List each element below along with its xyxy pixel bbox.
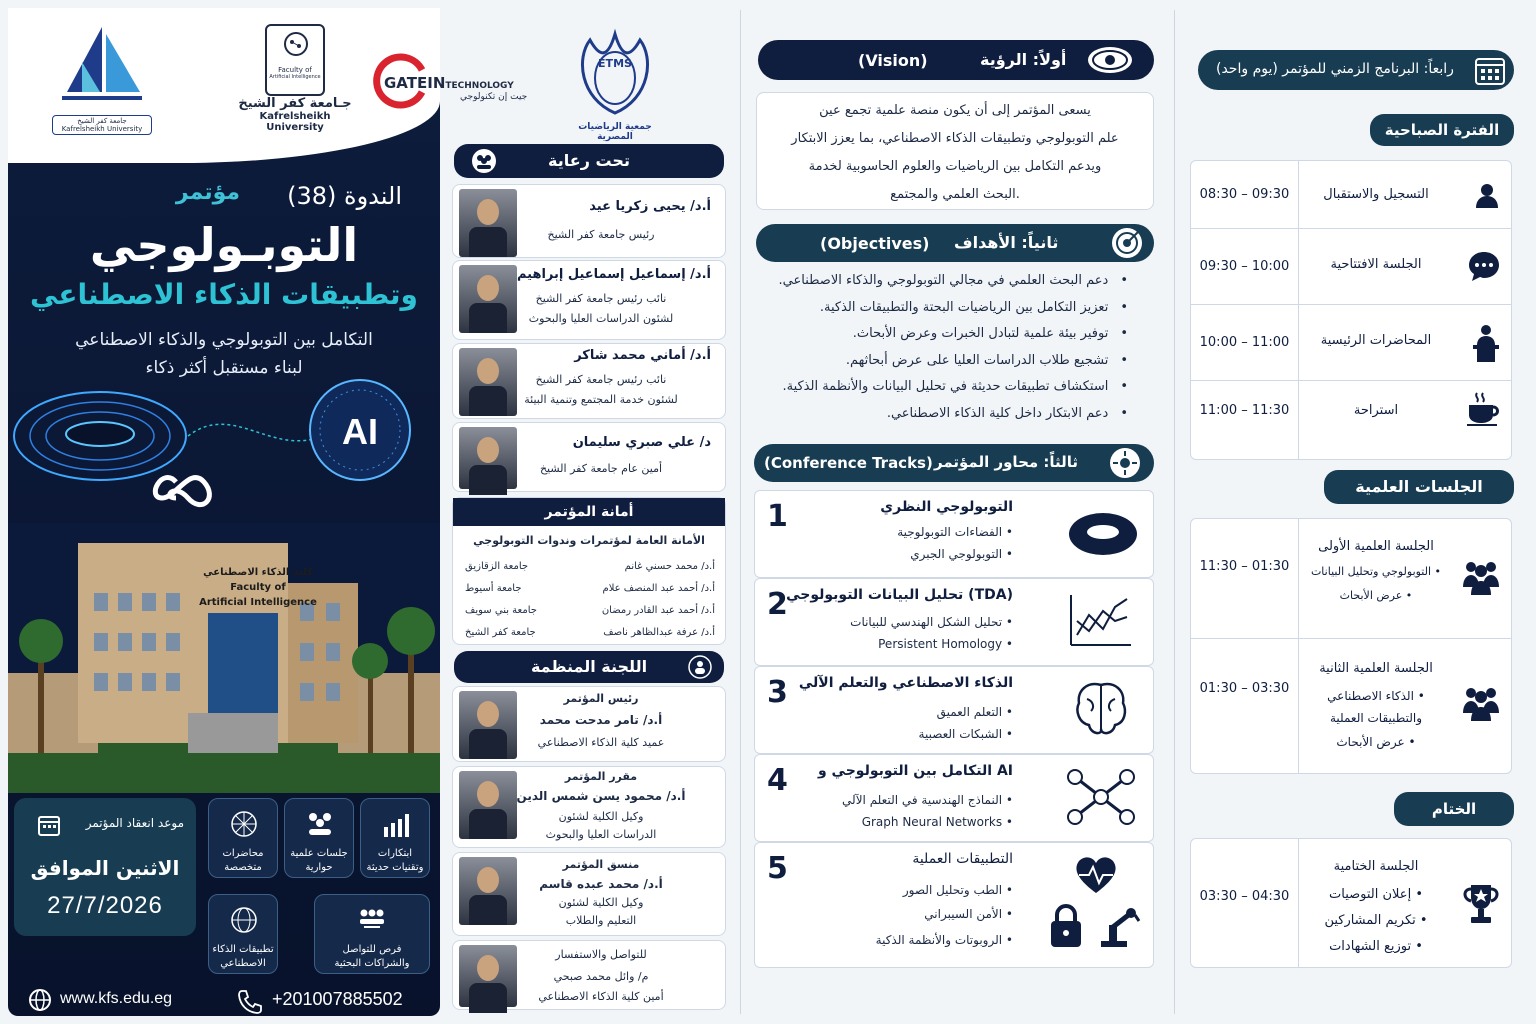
- secretariat-row: [453, 556, 727, 578]
- feature-ai-apps: [208, 894, 278, 974]
- schedule-time: 08:30 – 09:30: [1191, 161, 1299, 228]
- schedule-row: [1191, 305, 1511, 381]
- schedule-bullet-text: عرض الأبحاث: [1336, 735, 1405, 749]
- track-title: التطبيقات العملية: [912, 851, 1013, 867]
- tracks-header-en: (Conference Tracks): [764, 454, 933, 472]
- track-bullet: الفضاءات التوبولوجية •: [897, 525, 1013, 539]
- torus-ai-graphic: [8, 378, 440, 518]
- schedule-bullet: الذكاء الاصطناعي •: [1327, 689, 1425, 703]
- sphere-net-icon: [229, 905, 259, 935]
- committee-position-3: منسق المؤتمر: [562, 858, 640, 871]
- date-box: [14, 798, 196, 936]
- date-value: 27/7/2026: [47, 892, 163, 919]
- schedule-bullet-text: التوبولوجي وتحليل البيانات: [1310, 565, 1432, 578]
- committee-role-2b: الدراسات العليا والبحوث: [545, 828, 657, 841]
- track-title: الذكاء الاصطناعي والتعلم الآلي: [798, 675, 1013, 691]
- schedule-bullet-text: عرض الأبحاث: [1339, 589, 1403, 602]
- feature-1-line1: ابتكارات: [377, 848, 413, 859]
- track-card-1: [754, 490, 1154, 578]
- schedule-row: [1191, 161, 1511, 229]
- faculty-sub: Artificial Intelligence: [269, 74, 321, 80]
- vision-header: [758, 40, 1154, 80]
- committee-header: [454, 651, 724, 683]
- graph-network-icon: [1065, 769, 1137, 825]
- secretariat-name: أ.د/ عرفة عبدالظاهر ناصف: [603, 627, 715, 638]
- feature-sessions: [284, 798, 354, 878]
- track-title: تحليل البيانات التوبولوجي (TDA): [786, 587, 1013, 603]
- feature-5-line1: تطبيقات الذكاء: [212, 944, 274, 955]
- secretariat-row: [453, 600, 727, 622]
- vision-card: [756, 92, 1154, 210]
- morning-phase-label: الفترة الصباحية: [1370, 114, 1514, 146]
- column-divider: [740, 10, 741, 1014]
- closing-table: [1190, 838, 1512, 968]
- objectives-header-en: (Objectives): [820, 234, 930, 253]
- schedule-bullet: توزيع الشهادات •: [1329, 939, 1423, 954]
- tracks-header-label: ثالثاً: محاور المؤتمر: [934, 453, 1079, 471]
- patron-role-2a: نائب رئيس جامعة كفر الشيخ: [535, 292, 667, 305]
- track-bullet: النماذج الهندسية في التعلم الآلي •: [842, 793, 1013, 807]
- etms-name: جمعية الرياضيات المصرية: [578, 122, 652, 142]
- faculty-logo-mark: [265, 24, 325, 96]
- secretariat-university: جامعة أسيوط: [465, 583, 522, 594]
- schedule-row: [1191, 229, 1511, 305]
- feature-innovations: [360, 798, 430, 878]
- main-title: التوبـولوجي: [89, 218, 359, 272]
- bar-chart-icon: [381, 809, 411, 839]
- technology-word: TECHNOLOGY: [445, 81, 514, 91]
- patronage-header: [454, 144, 724, 178]
- group-icon: [470, 148, 498, 174]
- logo-band: [8, 8, 528, 163]
- calendar-icon: [1474, 54, 1506, 86]
- committee-card-4: [452, 940, 726, 1010]
- secretariat-header: أمانة المؤتمر: [453, 498, 725, 526]
- feature-2-line2: حوارية: [305, 862, 333, 873]
- objective-item: • تشجيع طلاب الدراسات العليا على عرض أبحاثهم.: [756, 348, 1128, 375]
- robot-arm-icon: [1097, 905, 1141, 949]
- tagline-1: التكامل بين التوبولوجي والذكاء الاصطناعي: [75, 330, 373, 350]
- building-sign-en-1: Faculty of: [230, 582, 286, 593]
- building-sign-en-2: Artificial Intelligence: [199, 597, 317, 608]
- globe-icon: [28, 988, 52, 1012]
- date-label: موعد انعقاد المؤتمر: [85, 816, 184, 830]
- coffee-cup-icon: [1465, 391, 1501, 427]
- schedule-bullet: عرض الأبحاث •: [1339, 589, 1413, 602]
- feature-lectures: [208, 798, 278, 878]
- schedule-row: [1191, 519, 1511, 639]
- track-title: التكامل بين التوبولوجي و AI: [817, 763, 1013, 779]
- tagline-2: لبناء مستقبل أكثر ذكاء: [145, 358, 303, 378]
- track-bullet: التوبولوجي الجبري •: [910, 547, 1013, 561]
- feature-4-line2: والشراكات البحثية: [334, 958, 410, 969]
- lock-icon: [1049, 903, 1083, 949]
- committee-card-2: [452, 766, 726, 848]
- eye-icon: [1088, 46, 1132, 74]
- column-divider: [1174, 10, 1175, 1014]
- sessions-table: [1190, 518, 1512, 774]
- schedule-time: 10:00 – 11:00: [1191, 305, 1299, 380]
- secretariat-row: [453, 578, 727, 600]
- patron-role-4: أمين عام جامعة كفر الشيخ: [539, 462, 663, 475]
- committee-role-3b: التعليم والطلاب: [565, 914, 637, 927]
- committee-role-4: أمين كلية الذكاء الاصطناعي: [538, 990, 664, 1003]
- schedule-bullet-text: تكريم المشاركين: [1324, 913, 1416, 928]
- secretariat-subheader: الأمانة العامة لمؤتمرات وندوات التوبولوجي: [473, 534, 705, 547]
- date-day: الاثنين الموافق: [30, 856, 180, 880]
- patron-card-2: [452, 260, 726, 340]
- schedule-bullet-text: الذكاء الاصطناعي: [1327, 689, 1414, 703]
- vision-line-2: علم التوبولوجي وتطبيقات الذكاء الاصطناعي، بما يعزز الابتكار: [791, 131, 1119, 146]
- committee-role-3a: وكيل الكلية لشئون: [558, 896, 644, 909]
- building-sign: [188, 565, 328, 610]
- patron-role-1: رئيس جامعة كفر الشيخ: [547, 228, 655, 241]
- phone-number[interactable]: +201007885502: [272, 989, 403, 1009]
- committee-role-1: عميد كلية الذكاء الاصطناعي: [537, 736, 665, 749]
- hub-icon: [1108, 447, 1142, 479]
- track-number: 5: [767, 851, 788, 886]
- secretariat-name: أ.د/ أحمد عبد القادر رمضان: [601, 605, 715, 616]
- schedule-label: الجلسة الافتتاحية: [1330, 257, 1422, 272]
- track-bullet: التعلم العميق •: [937, 705, 1013, 719]
- track-bullet: الطب وتحليل الصور •: [903, 883, 1013, 897]
- tracks-header: [754, 444, 1154, 482]
- torus-icon: [1067, 511, 1139, 557]
- patron-card-1: [452, 184, 726, 258]
- committee-position-1: رئيس المؤتمر: [563, 692, 639, 705]
- committee-header-label: اللجنة المنظمة: [530, 657, 648, 676]
- schedule-time: 01:30 – 03:30: [1191, 639, 1299, 773]
- secretariat-name: أ.د/ محمد حسني غانم: [624, 561, 715, 572]
- track-number: 4: [767, 763, 788, 798]
- secretariat-row: [453, 622, 727, 644]
- secretariat-table: [453, 556, 727, 644]
- committee-name-3: أ.د/ محمد عبده قاسم: [539, 877, 663, 891]
- track-number: 2: [767, 587, 788, 622]
- schedule-label: المحاضرات الرئيسية: [1320, 333, 1432, 348]
- schedule-time: 09:30 – 10:00: [1191, 229, 1299, 304]
- track-bullet: Graph Neural Networks •: [862, 815, 1013, 829]
- conference-word: مؤتمر: [175, 180, 240, 205]
- patron-card-3: [452, 343, 726, 419]
- secretariat-university: جامعة كفر الشيخ: [465, 627, 536, 638]
- etms-logo: [560, 28, 670, 140]
- team-icon: [688, 655, 712, 679]
- gatein-word: GATEIN: [384, 74, 446, 92]
- vision-header-en: (Vision): [858, 51, 928, 70]
- people-network-icon: [357, 905, 387, 935]
- schedule-row: [1191, 639, 1511, 773]
- trophy-icon: [1461, 883, 1501, 927]
- target-icon: [1110, 227, 1144, 259]
- morning-table: [1190, 160, 1512, 460]
- line-graph-icon: [1067, 591, 1133, 649]
- track-card-4: [754, 754, 1154, 842]
- patron-name-4: د/ علي صبري سليمان: [572, 435, 711, 450]
- patron-card-4: [452, 422, 726, 492]
- schedule-label: الجلسة الختامية: [1333, 859, 1419, 874]
- sessions-phase-label: الجلسات العلمية: [1324, 470, 1514, 504]
- faculty-logo: [230, 24, 360, 134]
- vision-line-1: يسعى المؤتمر إلى أن يكون منصة علمية تجمع عين: [819, 103, 1091, 118]
- ai-label: AI: [342, 411, 378, 452]
- kfs-logo-text: [52, 115, 152, 135]
- schedule-label: الجلسة العلمية الثانية: [1319, 661, 1433, 676]
- track-card-5: [754, 842, 1154, 968]
- patron-name-3: أ.د/ أماني محمد شاكر: [574, 348, 711, 363]
- objectives-header: [756, 224, 1154, 262]
- schedule-label: استراحة: [1353, 403, 1399, 418]
- edition-label: الندوة (38): [287, 182, 402, 210]
- secretariat-name: أ.د/ أحمد عبد المنصف علام: [602, 583, 715, 594]
- objective-item: • دعم الابتكار داخل كلية الذكاء الاصطناعي.: [756, 401, 1128, 428]
- schedule-bullet: تكريم المشاركين •: [1324, 913, 1428, 928]
- contact-bar: [28, 986, 438, 1018]
- schedule-bullet-continued: [1301, 711, 1451, 725]
- heart-pulse-icon: [1073, 855, 1119, 895]
- user-icon: [1473, 181, 1501, 209]
- patron-role-3b: لشئون خدمة المجتمع وتنمية البيئة: [524, 393, 678, 406]
- university-ar: جـامعة كفر الشيخ: [238, 96, 352, 111]
- schedule-header: [1198, 50, 1514, 90]
- track-bullet: الأمن السيبراني •: [924, 907, 1013, 921]
- patronage-header-label: تحت رعاية: [548, 151, 630, 170]
- schedule-row: [1191, 381, 1511, 459]
- schedule-bullet: عرض الأبحاث •: [1336, 735, 1416, 749]
- patron-role-2b: لشئون الدراسات العليا والبحوث: [528, 312, 674, 325]
- website-link[interactable]: www.kfs.edu.eg: [60, 990, 173, 1007]
- schedule-time: 03:30 – 04:30: [1191, 839, 1299, 967]
- objective-item: • توفير بيئة علمية لتبادل الخبرات وعرض الأبحاث.: [756, 321, 1128, 348]
- objective-item: • استكشاف تطبيقات حديثة في تحليل البيانات والأنظمة الذكية.: [756, 374, 1128, 401]
- track-number: 1: [767, 499, 788, 534]
- committee-name-4: م/ وائل محمد صبحي: [553, 970, 649, 983]
- feature-4-line1: فرص للتواصل: [342, 944, 402, 955]
- audience-group-icon: [1461, 683, 1501, 723]
- group-icon: [305, 809, 335, 839]
- objectives-list: [756, 268, 1128, 427]
- feature-1-line2: وتقنيات حديثة: [366, 862, 424, 873]
- schedule-bullet-text: والتطبيقات العملية: [1329, 711, 1423, 725]
- schedule-label: التسجيل والاستقبال: [1323, 187, 1429, 202]
- patron-photo-1: [459, 189, 517, 257]
- secretariat-card: [452, 497, 726, 645]
- feature-3-line2: متخصصة: [224, 862, 262, 873]
- feature-networking: [314, 894, 430, 974]
- committee-card-3: [452, 852, 726, 936]
- vision-header-label: أولاً: الرؤية: [980, 50, 1067, 69]
- faculty-building-image: [8, 523, 440, 793]
- kfs-logo-ar: جامعة كفر الشيخ: [77, 117, 127, 125]
- gatein-logo: [370, 50, 550, 110]
- track-title: التوبولوجي النظري: [880, 499, 1013, 515]
- building-sign-ar: كلية الذكاء الاصطناعي: [203, 567, 313, 578]
- calendar-icon: [38, 814, 60, 836]
- track-number: 3: [767, 675, 788, 710]
- patron-photo-4: [459, 427, 517, 489]
- schedule-row: [1191, 839, 1511, 967]
- committee-name-1: أ.د/ تامر مدحت محمد: [539, 713, 663, 727]
- schedule-bullet-text: إعلان التوصيات: [1329, 887, 1412, 902]
- objective-item: • دعم البحث العلمي في مجالي التوبولوجي والذكاء الاصطناعي.: [756, 268, 1128, 295]
- schedule-time: 11:30 – 01:30: [1191, 519, 1299, 638]
- committee-position-4: للتواصل والاستفسار: [555, 948, 647, 961]
- objectives-header-label: ثانياً: الأهداف: [954, 233, 1059, 252]
- secretariat-university: جامعة الزقازيق: [465, 561, 529, 572]
- committee-position-2: مقرر المؤتمر: [564, 770, 638, 783]
- feature-3-line1: محاضرات: [222, 848, 264, 859]
- university-en: Kafrelsheikh University: [259, 111, 331, 133]
- feature-5-line2: الاصطناعي: [220, 958, 266, 969]
- network-icon: [229, 809, 259, 839]
- track-bullet: الروبوتات والأنظمة الذكية •: [876, 933, 1013, 947]
- brain-icon: [1073, 679, 1129, 739]
- sub-title: وتطبيقات الذكاء الاصطناعي: [30, 278, 418, 311]
- schedule-label: الجلسة العلمية الأولى: [1318, 539, 1434, 554]
- lecturer-podium-icon: [1471, 323, 1501, 363]
- patron-name-2: أ.د/ إسماعيل إسماعيل إبراهيم: [516, 267, 711, 282]
- kfs-logo-en: Kafrelsheikh University: [61, 125, 143, 133]
- gatein-ar: جيت إن تكنولوجي: [460, 92, 528, 102]
- schedule-bullet: التوبولوجي وتحليل البيانات •: [1310, 565, 1442, 578]
- kfs-logo: [52, 22, 152, 132]
- patron-name-1: أ.د/ يحيى زكريا عيد: [589, 199, 711, 214]
- objective-item: • تعزيز التكامل بين الرياضيات البحتة والتطبيقات الذكية.: [756, 295, 1128, 322]
- track-card-2: [754, 578, 1154, 666]
- faculty-label: Faculty of: [278, 66, 312, 74]
- track-card-3: [754, 666, 1154, 754]
- schedule-bullet: إعلان التوصيات •: [1329, 887, 1423, 902]
- vision-line-3: ويدعم التكامل بين الرياضيات والعلوم الحاسوبية لخدمة: [808, 159, 1102, 174]
- closing-phase-label: الختام: [1394, 792, 1514, 826]
- etms-letters: ETMS: [598, 57, 632, 70]
- track-bullet: تحليل الشكل الهندسي للبيانات •: [850, 615, 1013, 629]
- secretariat-university: جامعة بني سويف: [465, 605, 537, 616]
- phone-icon: [236, 988, 262, 1014]
- track-bullet: الشبكات العصبية •: [919, 727, 1013, 741]
- schedule-bullet-text: توزيع الشهادات: [1329, 939, 1412, 954]
- committee-card-1: [452, 686, 726, 762]
- schedule-header-label: رابعاً: البرنامج الزمني للمؤتمر (يوم واحد): [1216, 61, 1454, 77]
- audience-group-icon: [1461, 557, 1501, 597]
- patron-role-3a: نائب رئيس جامعة كفر الشيخ: [535, 373, 667, 386]
- infinity-icon: [155, 478, 209, 505]
- committee-role-2a: وكيل الكلية لشئون: [558, 810, 644, 823]
- track-bullet: Persistent Homology •: [878, 637, 1013, 651]
- schedule-time: 11:00 – 11:30: [1191, 381, 1299, 459]
- chat-bubble-icon: [1467, 249, 1501, 283]
- feature-2-line1: جلسات علمية: [290, 848, 348, 859]
- committee-name-2: أ.د/ محمود يسن شمس الدين: [516, 789, 686, 803]
- vision-line-4: البحث العلمي والمجتمع.: [890, 187, 1020, 202]
